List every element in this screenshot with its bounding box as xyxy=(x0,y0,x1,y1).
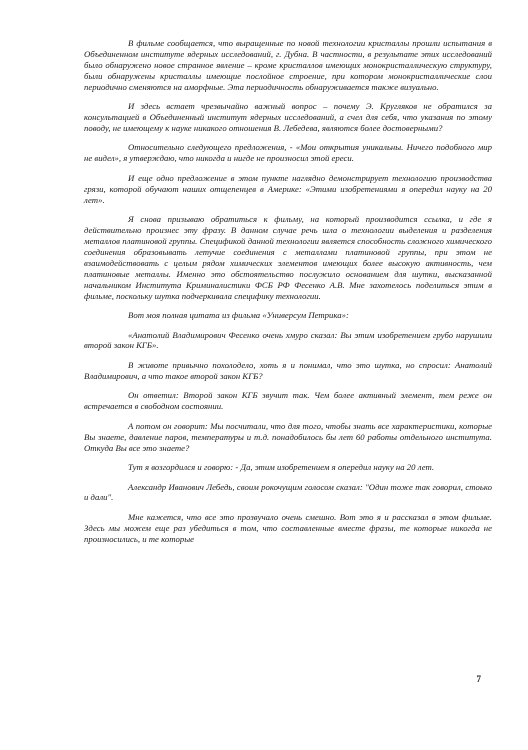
paragraph-kruglyakov-question: И здесь встает чрезвычайно важный вопрос – почему Э. Кругляков не обратился за консультацией в Объединенный институт ядерных исследований, а счел для себя, что указания по этому поводу, не имеющему к науке никакого отношения В. Лебедева, являются более достоверными? xyxy=(84,101,492,133)
page-number: 7 xyxy=(476,674,481,684)
paragraph-twenty-years: Тут я возгордился и говорю: - Да, этим изобретением я опередил науку на 20 лет. xyxy=(128,462,435,473)
paragraph-discoveries-unique: Относительно следующего предложения, - «Мои открытия уникальны. Ничего подобного мир не видел», я утверждаю, что никогда и нигде не произносил этой ереси. xyxy=(84,142,492,164)
paragraph-quote-intro: Вот моя полная цитата из фильма «Универсум Петрика»: xyxy=(128,310,349,320)
paragraph-institute-calculation: А потом он говорит: Мы посчитали, что для того, чтобы знать все характеристики, которые Вы знаете, давление паров, температуры и т.д. понадобилось бы лет 60 работы отдельного института. Откуда Вы все это знаете? xyxy=(84,420,492,453)
paragraph-platinum-technology: Я снова призываю обратиться к фильму, на который производится ссылка, и где я действительно произнес эту фразу. В данном случае речь шла о технологии выделения и разделения металлов платиновой группы. Спецификой данной технологии является способность сложного химического соединения образовывать летучие соединения с металлами платиновой группы, при этом не взаимодействовать с целым рядом химических элементов имеющих более высокую активность, чем платиновые металлы. Именно это обстоятельство послужило основанием для шутки, высказанной начальником Института Криминалистики ФСБ РФ Фесенко А.В. Мне захотелось поделиться этим в фильме, поскольку шутка подчеркивала специфику технологии. xyxy=(84,214,492,301)
paragraph-crystals: В фильме сообщается, что выращенные по новой технологии кристаллы прошли испытания в Объединенном институте ядерных исследований, г. Дубна. В частности, в результате этих исследований было обнаружено новое странное явление – кроме кристаллов имеющих монокристаллическую структуру, были обнаружены кристаллы имеющие послойное строение, при котором монокристаллические слои периодично сменяются на аморфные. Эта периодичность обнаруживается также визуально. xyxy=(84,38,492,92)
paragraph-lebed-quote: Александр Иванович Лебедь, своим рокочущим голосом сказал: "Один тоже так говорил, стоько и дали". xyxy=(84,481,492,503)
paragraph-dirt-technology: И еще одно предложение в этом пункте наглядно демонстрирует технологию производства грязи, которой обучают наших отщепенцев в Америке: «Этими изобретениями я опередил науку на 20 лет». xyxy=(84,172,492,205)
paragraph-second-law-question: В животе привычно похолодело, хоть я и понимал, что это шутка, но спросил: Анатолий Владимирович, а что такое второй закон КГБ? xyxy=(84,359,492,381)
paragraph-conclusion: Мне кажется, что все это прозвучало очень смешно. Вот это я и рассказал в этом фильме. Здесь мы можем еще раз убедиться в том, что составленные вместе фразы, те которые никогда не произносились, и те которые xyxy=(84,511,492,544)
paragraph-second-law-answer: Он ответил: Второй закон КГБ звучит так. Чем более активный элемент, тем реже он встречается в свободном состоянии. xyxy=(84,390,492,412)
paragraph-fesenko-quote: «Анатолий Владимирович Фесенко очень хмуро сказал: Вы этим изобретением грубо нарушили второй закон КГБ». xyxy=(84,329,492,351)
